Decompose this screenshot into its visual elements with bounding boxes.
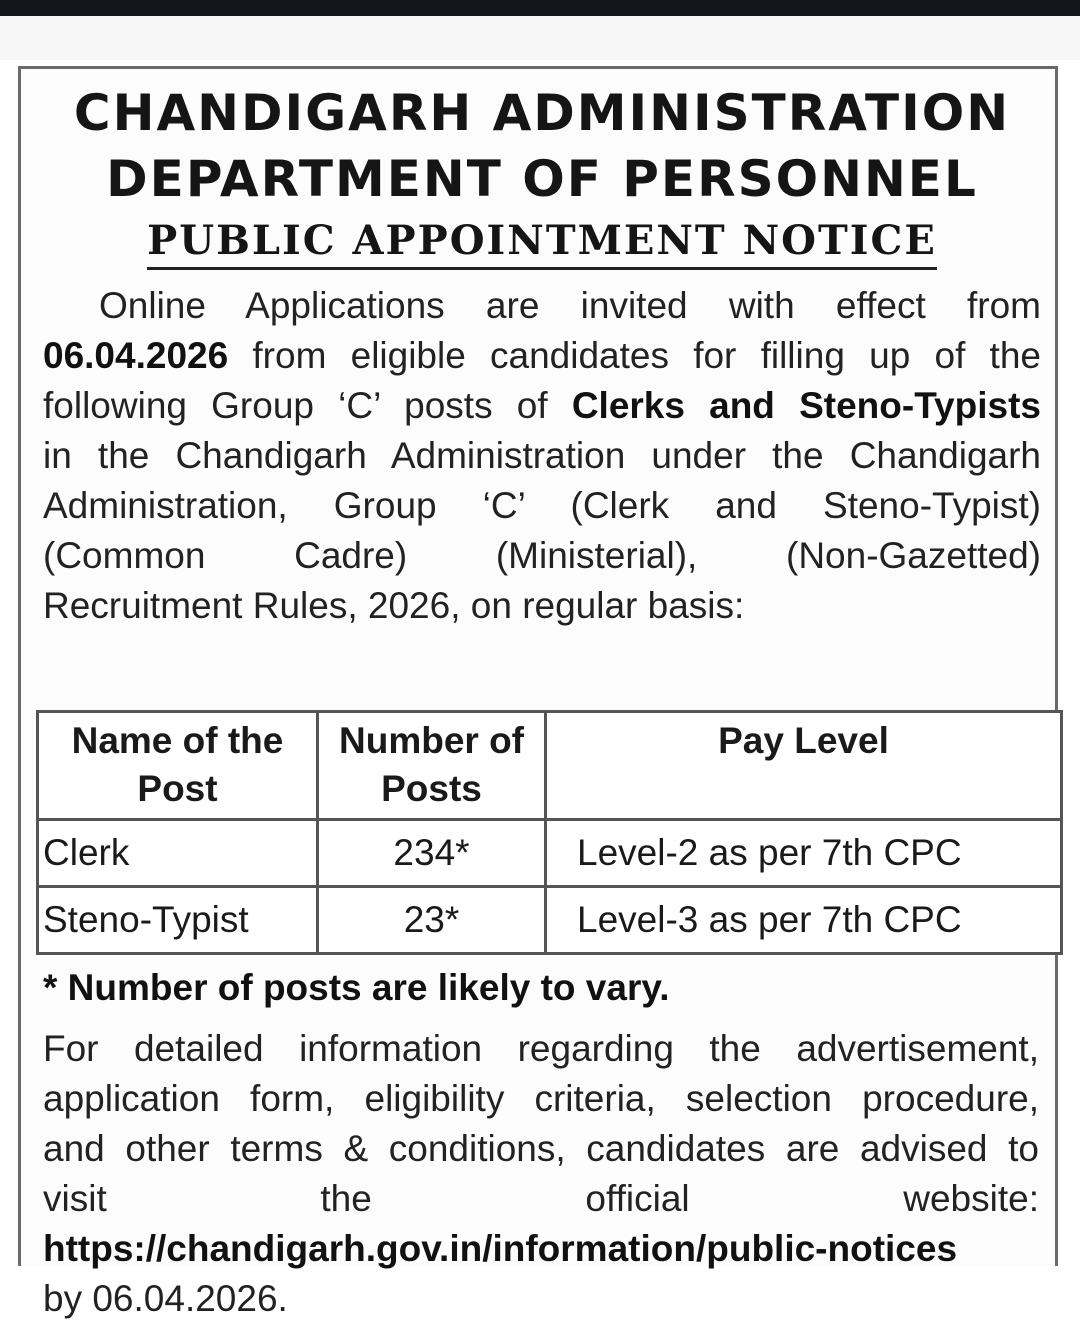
- intro-line: [43, 331, 1041, 381]
- background-strip: [0, 16, 1080, 60]
- details-line: application form, eligibility criteria, selection procedure,: [43, 1078, 1039, 1119]
- details-line: For detailed information regarding the advertisement,: [43, 1028, 1039, 1069]
- details-line: by 06.04.2026.: [43, 1278, 288, 1319]
- intro-line: Recruitment Rules, 2026, on regular basis:: [43, 585, 745, 626]
- intro-line: Administration, Group ‘C’ (Clerk and Steno-Typist): [43, 485, 1041, 526]
- post-names-highlight: Clerks and Steno-Typists: [571, 385, 1041, 426]
- header-post-name: Name of the Post: [38, 712, 318, 820]
- details-line: visit the official website:: [43, 1178, 1039, 1219]
- cell-pay: Level-3 as per 7th CPC: [546, 887, 1062, 954]
- intro-line: in the Chandigarh Administration under the Chandigarh: [43, 435, 1041, 476]
- cell-post: Clerk: [38, 820, 318, 887]
- table-row: [38, 887, 1062, 954]
- header-pay-level: Pay Level: [546, 712, 1062, 820]
- posts-table: [36, 710, 1063, 955]
- notice-title-wrap: [43, 217, 1041, 270]
- department-heading: DEPARTMENT OF PERSONNEL: [106, 150, 978, 208]
- intro-line: (Common Cadre) (Ministerial), (Non-Gazetted): [43, 535, 1041, 576]
- cell-count: 23*: [318, 887, 546, 954]
- intro-line-text: following Group ‘C’ posts of: [43, 385, 572, 426]
- footnote: * Number of posts are likely to vary.: [43, 967, 670, 1008]
- intro-paragraph: [43, 281, 1041, 631]
- cell-count: 234*: [318, 820, 546, 887]
- cell-post: Steno-Typist: [38, 887, 318, 954]
- details-line: and other terms & conditions, candidates are advised to: [43, 1128, 1039, 1169]
- website-link[interactable]: https://chandigarh.gov.in/information/public-notices: [43, 1228, 958, 1269]
- notice-title: PUBLIC APPOINTMENT NOTICE: [147, 217, 937, 270]
- start-date: 06.04.2026: [43, 335, 229, 376]
- header-number-of-posts: Number of Posts: [318, 712, 546, 820]
- org-heading: CHANDIGARH ADMINISTRATION: [73, 84, 1011, 142]
- intro-line: Online Applications are invited with effect from: [99, 285, 1041, 326]
- table-row: [38, 820, 1062, 887]
- intro-line: [43, 381, 1041, 431]
- details-paragraph: [43, 1024, 1039, 1324]
- table-header-row: [38, 712, 1062, 820]
- top-status-bar: [0, 0, 1080, 16]
- notice-frame: [18, 66, 1058, 1319]
- cell-pay: Level-2 as per 7th CPC: [546, 820, 1062, 887]
- intro-line-text: from eligible candidates for filling up of the: [228, 335, 1041, 376]
